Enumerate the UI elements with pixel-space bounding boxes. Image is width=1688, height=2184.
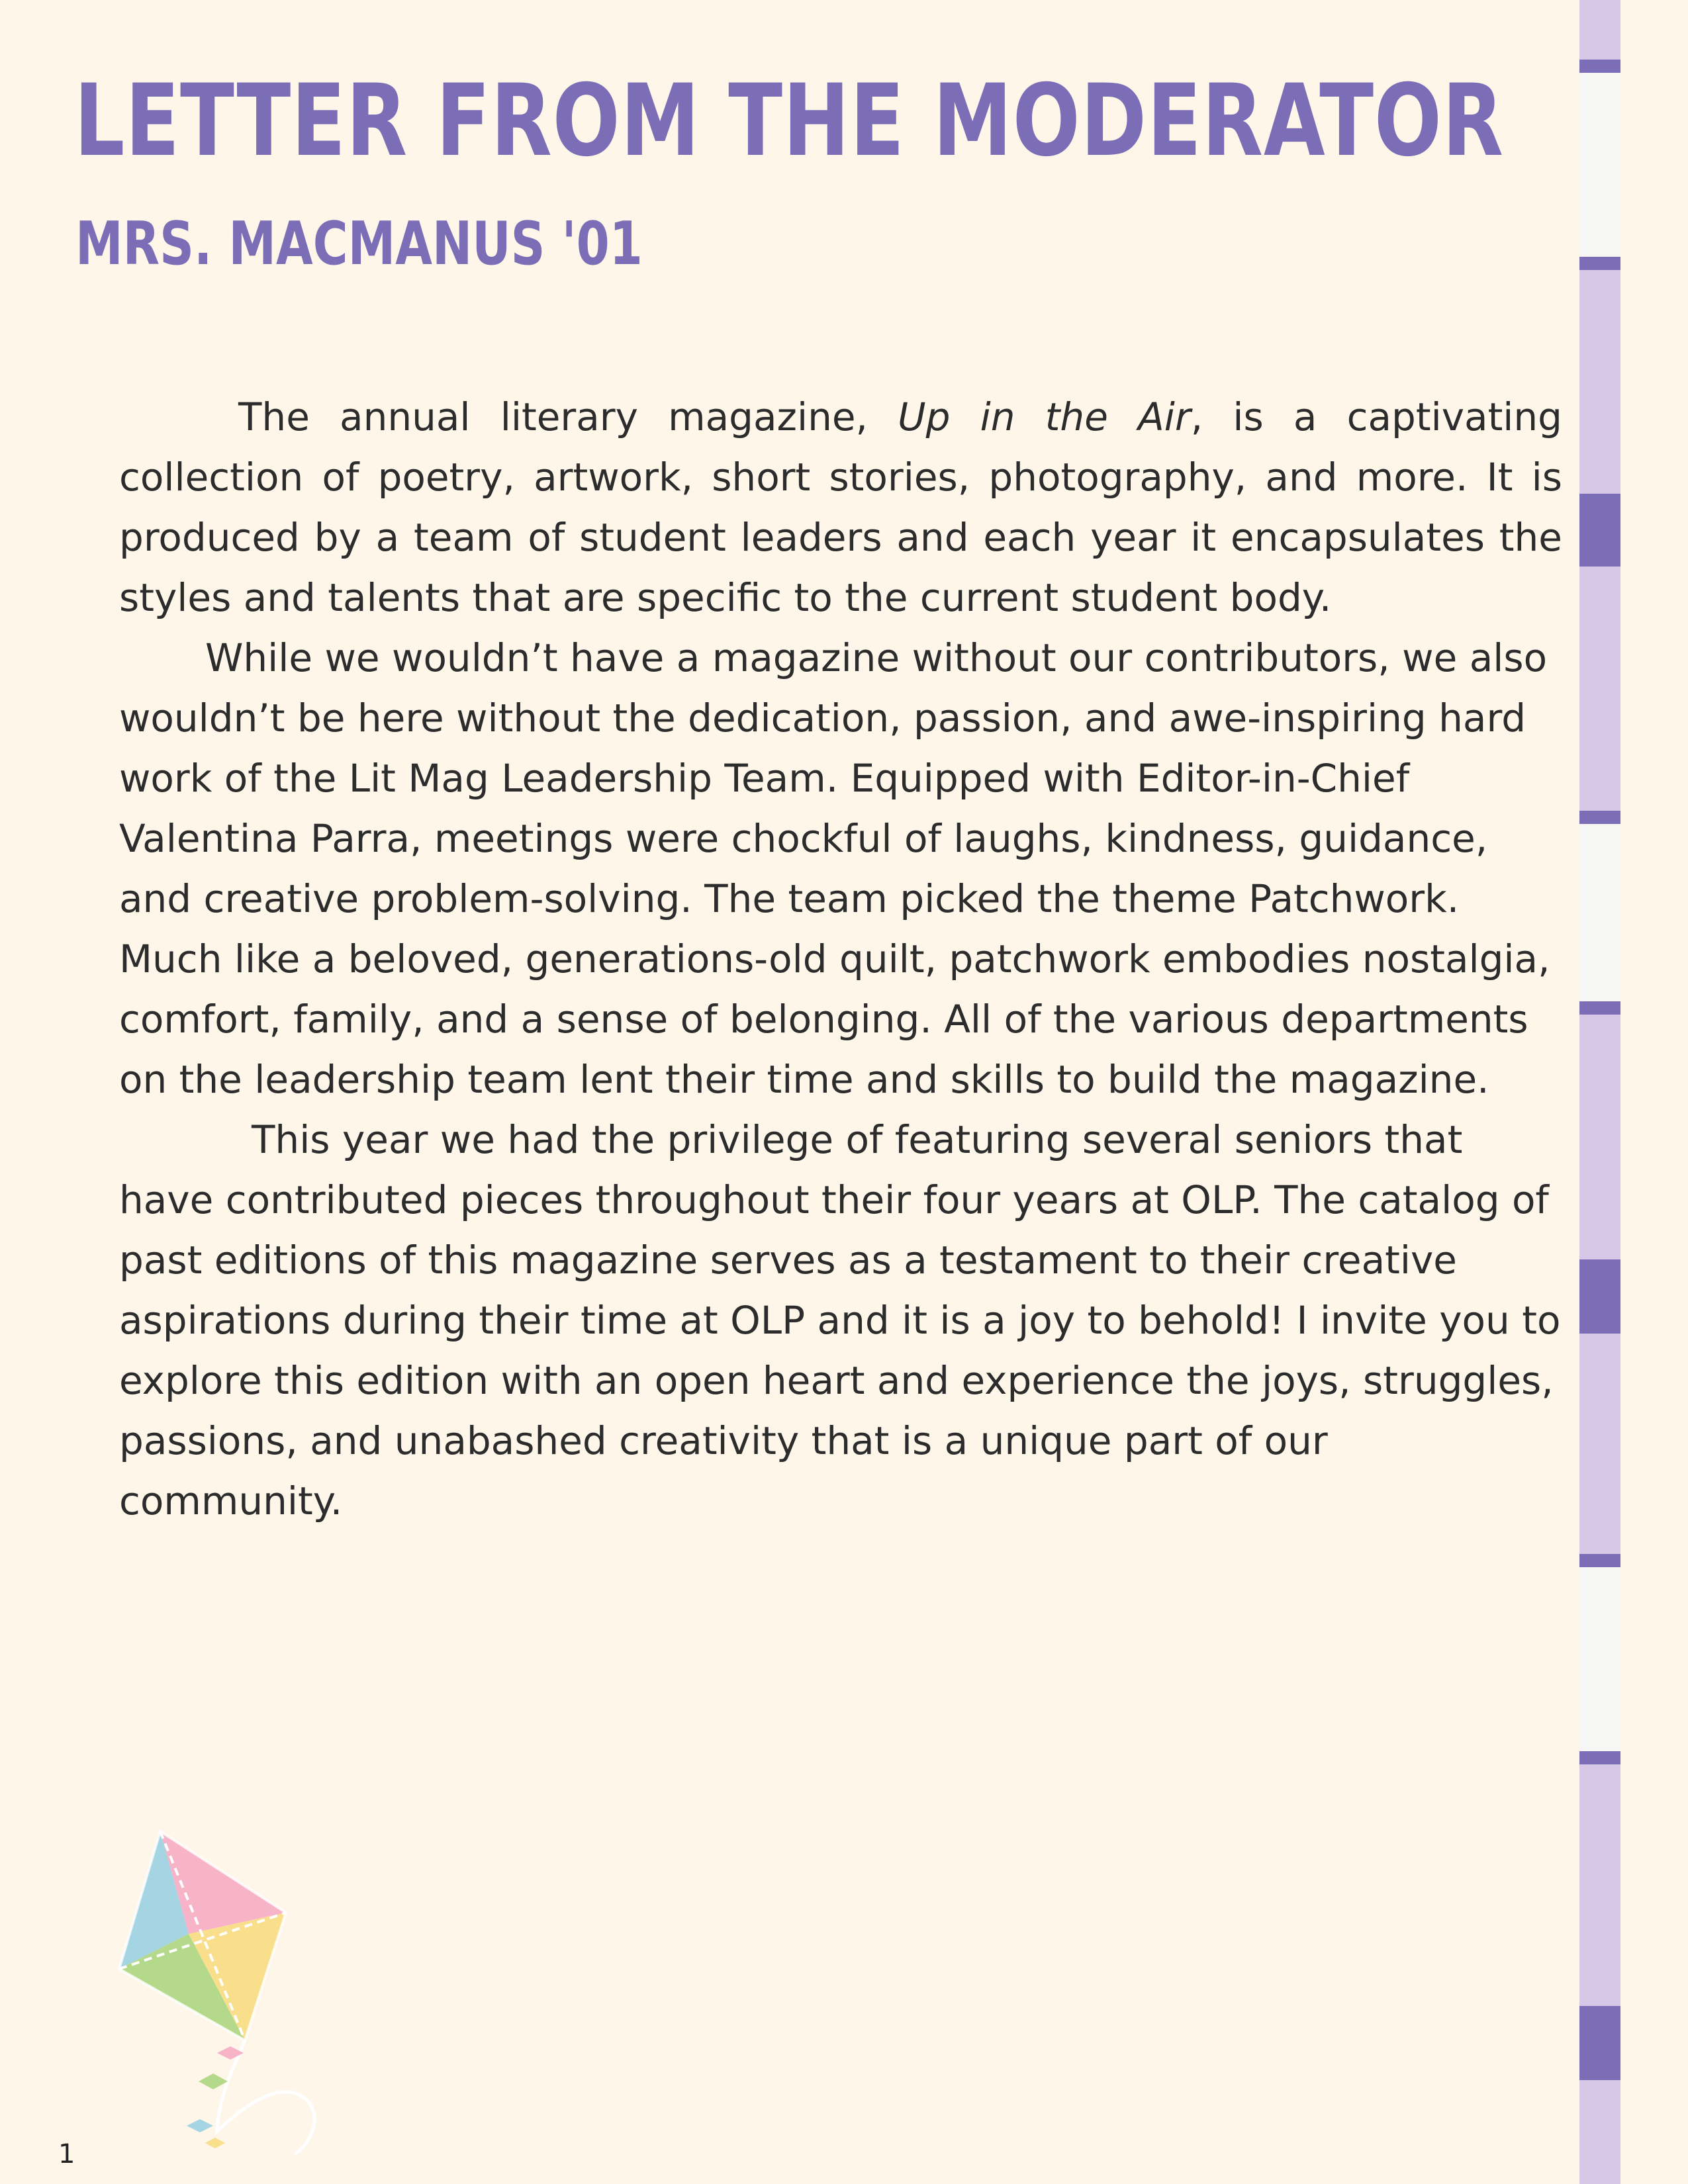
stripe-band [1579, 1001, 1620, 1015]
author-byline: MRS. MACMANUS '01 [75, 209, 643, 279]
stripe-band [1579, 1567, 1620, 1751]
stripe-band [1579, 824, 1620, 1001]
stripe-band [1579, 1554, 1620, 1567]
kite-icon [106, 1820, 344, 2164]
letter-paragraph: While we wouldn’t have a magazine without our contributors, we also wouldn’t be here without the dedication, passion, and awe-inspiring hard work of the Lit Mag Leadership Team. Equipped with Editor-in-Chief Valentina Parra, meetings were chockful of laughs, kindness, guidance, and creative problem-solving. The team picked the theme Patchwork. Much like a beloved, generations-old quilt, patchwork embodies nostalgia, comfort, family, and a sense of belonging. All of the various departments on the leadership team lent their time and skills to build the magazine. [119, 635, 1550, 1102]
stripe-band [1579, 1259, 1620, 1334]
stripe-band [1579, 2006, 1620, 2080]
stripe-band [1579, 1751, 1620, 1764]
letter-paragraph [119, 387, 1562, 628]
stripe-band [1579, 73, 1620, 257]
stripe-band [1579, 811, 1620, 824]
page-title: LETTER FROM THE MODERATOR [74, 64, 1504, 179]
paragraph-text: , is a captivating collection of poetry, artwork, short stories, photography, and more. It is produced by a team of student leaders and each year it encapsulates the styles and talents that are specific to the current student body. [119, 394, 1562, 620]
stripe-band [1579, 494, 1620, 567]
letter-paragraph: This year we had the privilege of featuring several seniors that have contributed pieces throughout their four years at OLP. The catalog of past editions of this magazine serves as a testament to their creative aspirations during their time at OLP and it is a joy to behold! I invite you to explore this edition with an open heart and experience the joys, struggles, passions, and unabashed creativity that is a unique part of our community. [119, 1117, 1561, 1524]
letter-body [119, 387, 1562, 1531]
page-number: 1 [58, 2139, 75, 2169]
magazine-title: Up in the Air [898, 394, 1191, 439]
paragraph-text: The annual literary magazine, [238, 394, 898, 439]
stripe-band [1579, 60, 1620, 73]
stripe-band [1579, 257, 1620, 270]
decorative-side-stripe [1579, 0, 1620, 2184]
